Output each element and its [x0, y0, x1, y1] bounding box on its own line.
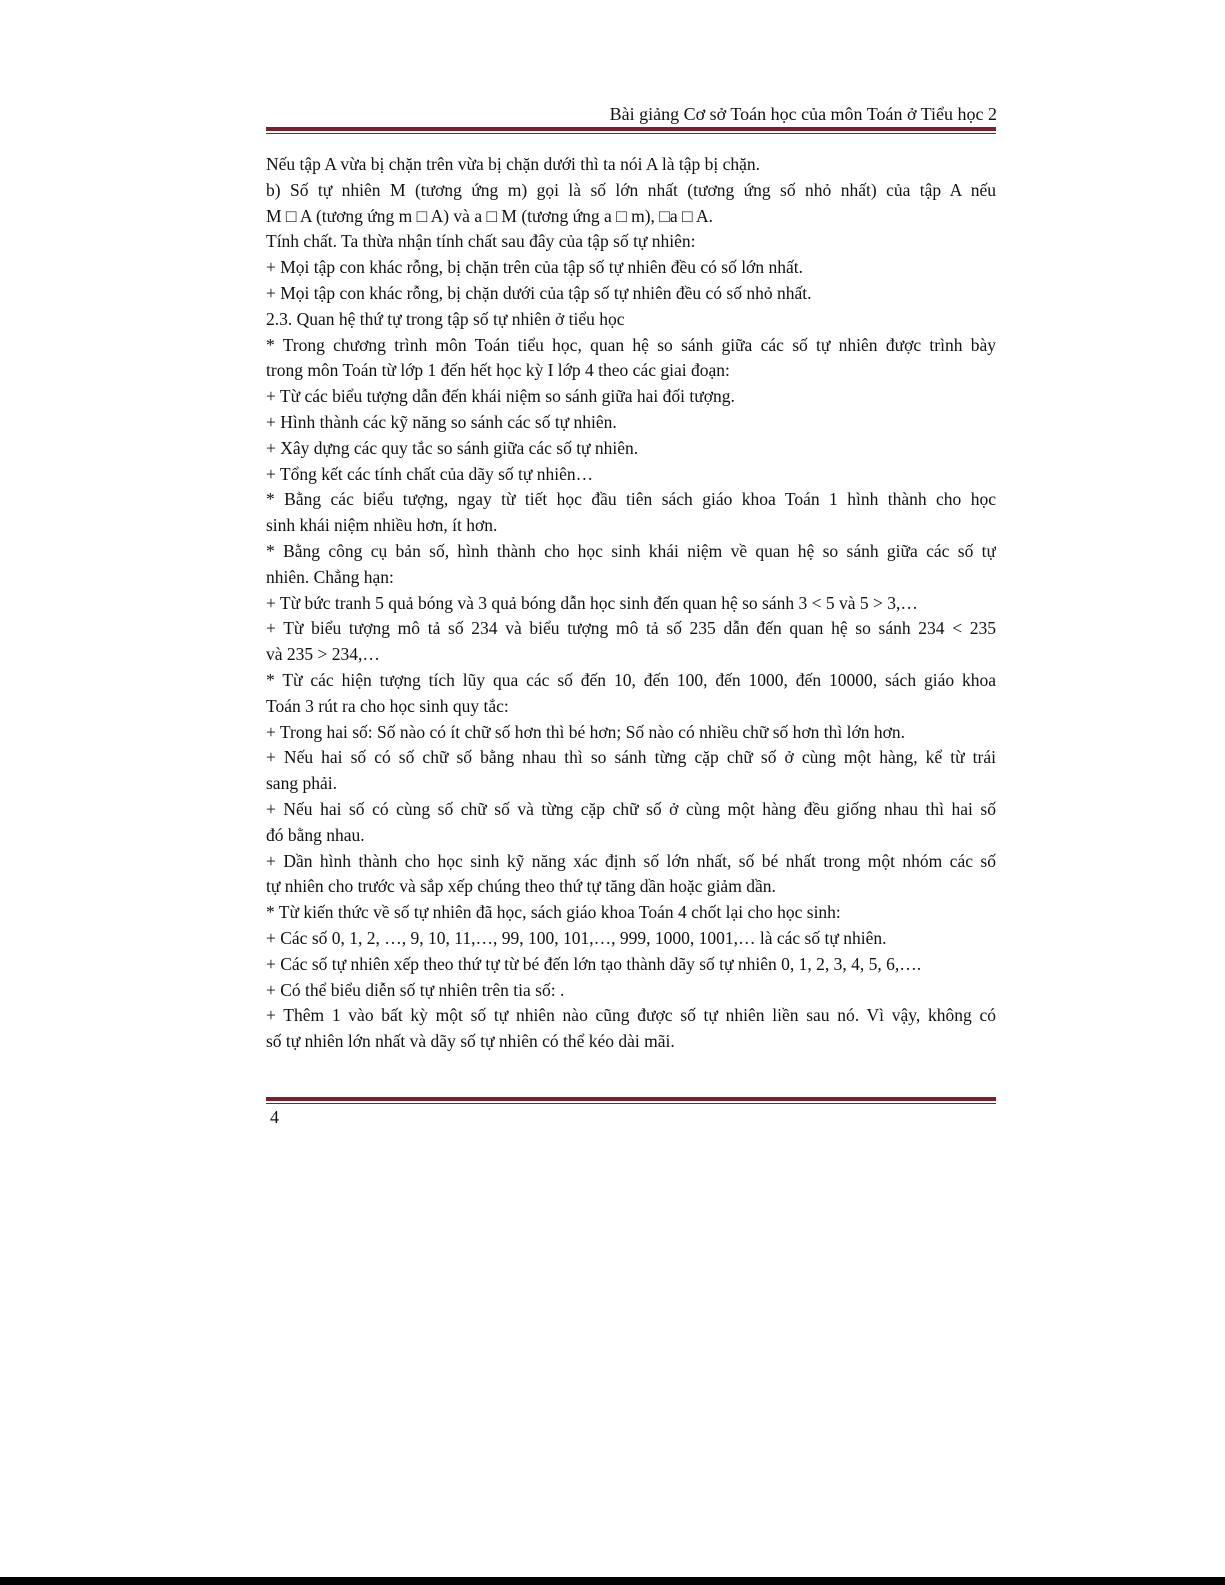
text-line: Nếu tập A vừa bị chặn trên vừa bị chặn dưới thì ta nói A là tập bị chặn.: [266, 154, 761, 174]
text-line: * Trong chương trình môn Toán tiểu học, quan hệ so sánh giữa các số tự nhiên được trình bày: [266, 334, 996, 355]
text-line: trong môn Toán từ lớp 1 đến hết học kỳ I lớp 4 theo các giai đoạn:: [266, 360, 730, 381]
text-line: + Xây dựng các quy tắc so sánh giữa các số tự nhiên.: [266, 437, 639, 458]
text-line: * Bằng các biểu tượng, ngay từ tiết học đầu tiên sách giáo khoa Toán 1 hình thành cho học: [266, 489, 996, 510]
page-body: [266, 152, 996, 1055]
text-line: sang phải.: [266, 773, 337, 794]
text-line: * Từ kiến thức về số tự nhiên đã học, sách giáo khoa Toán 4 chốt lại cho học sinh:: [266, 902, 841, 923]
text-line: + Hình thành các kỹ năng so sánh các số tự nhiên.: [266, 411, 617, 432]
text-line: + Nếu hai số có cùng số chữ số và từng cặp chữ số ở cùng một hàng đều giống nhau thì hai số: [266, 798, 996, 819]
text-line: tự nhiên cho trước và sắp xếp chúng theo thứ tự tăng dần hoặc giảm dần.: [266, 876, 776, 897]
text-line: + Mọi tập con khác rỗng, bị chặn dưới của tập số tự nhiên đều có số nhỏ nhất.: [266, 282, 812, 303]
footer-rule-thin: [266, 1103, 996, 1104]
text-line: và 235 > 234,…: [266, 644, 380, 665]
text-line: + Từ bức tranh 5 quả bóng và 3 quả bóng dẫn học sinh đến quan hệ so sánh 3 < 5 và 5 > 3,…: [266, 592, 918, 613]
text-line: sinh khái niệm nhiều hơn, ít hơn.: [266, 515, 498, 536]
text-line: đó bằng nhau.: [266, 824, 365, 845]
page-number: 4: [270, 1107, 279, 1127]
text-line: b) Số tự nhiên M (tương ứng m) gọi là số lớn nhất (tương ứng số nhỏ nhất) của tập A nếu: [266, 179, 996, 200]
text-line: + Mọi tập con khác rỗng, bị chặn trên của tập số tự nhiên đều có số lớn nhất.: [266, 257, 803, 278]
text-line: Toán 3 rút ra cho học sinh quy tắc:: [266, 695, 509, 716]
text-line: + Có thể biểu diễn số tự nhiên trên tia số: .: [266, 979, 565, 1000]
text-line: + Các số tự nhiên xếp theo thứ tự từ bé đến lớn tạo thành dãy số tự nhiên 0, 1, 2, 3, 4, 5, 6,….: [266, 953, 922, 974]
text-line: M □ A (tương ứng m □ A) và a □ M (tương ứng a □ m), □a □ A.: [266, 205, 713, 226]
header-rule-thin: [266, 133, 996, 134]
text-line: + Từ các biểu tượng dẫn đến khái niệm so sánh giữa hai đối tượng.: [266, 386, 735, 407]
text-line: + Từ biểu tượng mô tả số 234 và biểu tượng mô tả số 235 dẫn đến quan hệ so sánh 234 < 235: [266, 618, 996, 639]
text-line: + Dần hình thành cho học sinh kỹ năng xác định số lớn nhất, số bé nhất trong một nhóm các số: [266, 850, 996, 871]
text-line: + Nếu hai số có số chữ số bằng nhau thì so sánh từng cặp chữ số ở cùng một hàng, kể từ trái: [266, 747, 996, 768]
text-line: nhiên. Chẳng hạn:: [266, 566, 394, 587]
text-line: * Bằng công cụ bản số, hình thành cho học sinh khái niệm về quan hệ so sánh giữa các số tự: [266, 540, 996, 561]
bottom-edge-bar: [0, 1577, 1225, 1585]
text-line: + Trong hai số: Số nào có ít chữ số hơn thì bé hơn; Số nào có nhiều chữ số hơn thì lớn hơn.: [266, 721, 905, 742]
text-line: Tính chất. Ta thừa nhận tính chất sau đây của tập số tự nhiên:: [266, 231, 696, 252]
text-line: số tự nhiên lớn nhất và dãy số tự nhiên có thể kéo dài mãi.: [266, 1031, 675, 1052]
footer-rule-thick: [266, 1097, 996, 1101]
running-header-title: Bài giảng Cơ sở Toán học của môn Toán ở Tiểu học 2: [609, 104, 997, 124]
text-line: + Các số 0, 1, 2, …, 9, 10, 11,…, 99, 100, 101,…, 999, 1000, 1001,… là các số tự nhiên.: [266, 927, 887, 948]
text-line: 2.3. Quan hệ thứ tự trong tập số tự nhiên ở tiểu học: [266, 308, 625, 329]
text-line: * Từ các hiện tượng tích lũy qua các số đến 10, đến 100, đến 1000, đến 10000, sách giáo khoa: [266, 669, 996, 690]
header-rule-thick: [266, 127, 996, 131]
text-line: + Thêm 1 vào bất kỳ một số tự nhiên nào cũng được số tự nhiên liền sau nó. Vì vậy, không có: [266, 1005, 996, 1026]
text-line: + Tổng kết các tính chất của dãy số tự nhiên…: [266, 463, 594, 484]
